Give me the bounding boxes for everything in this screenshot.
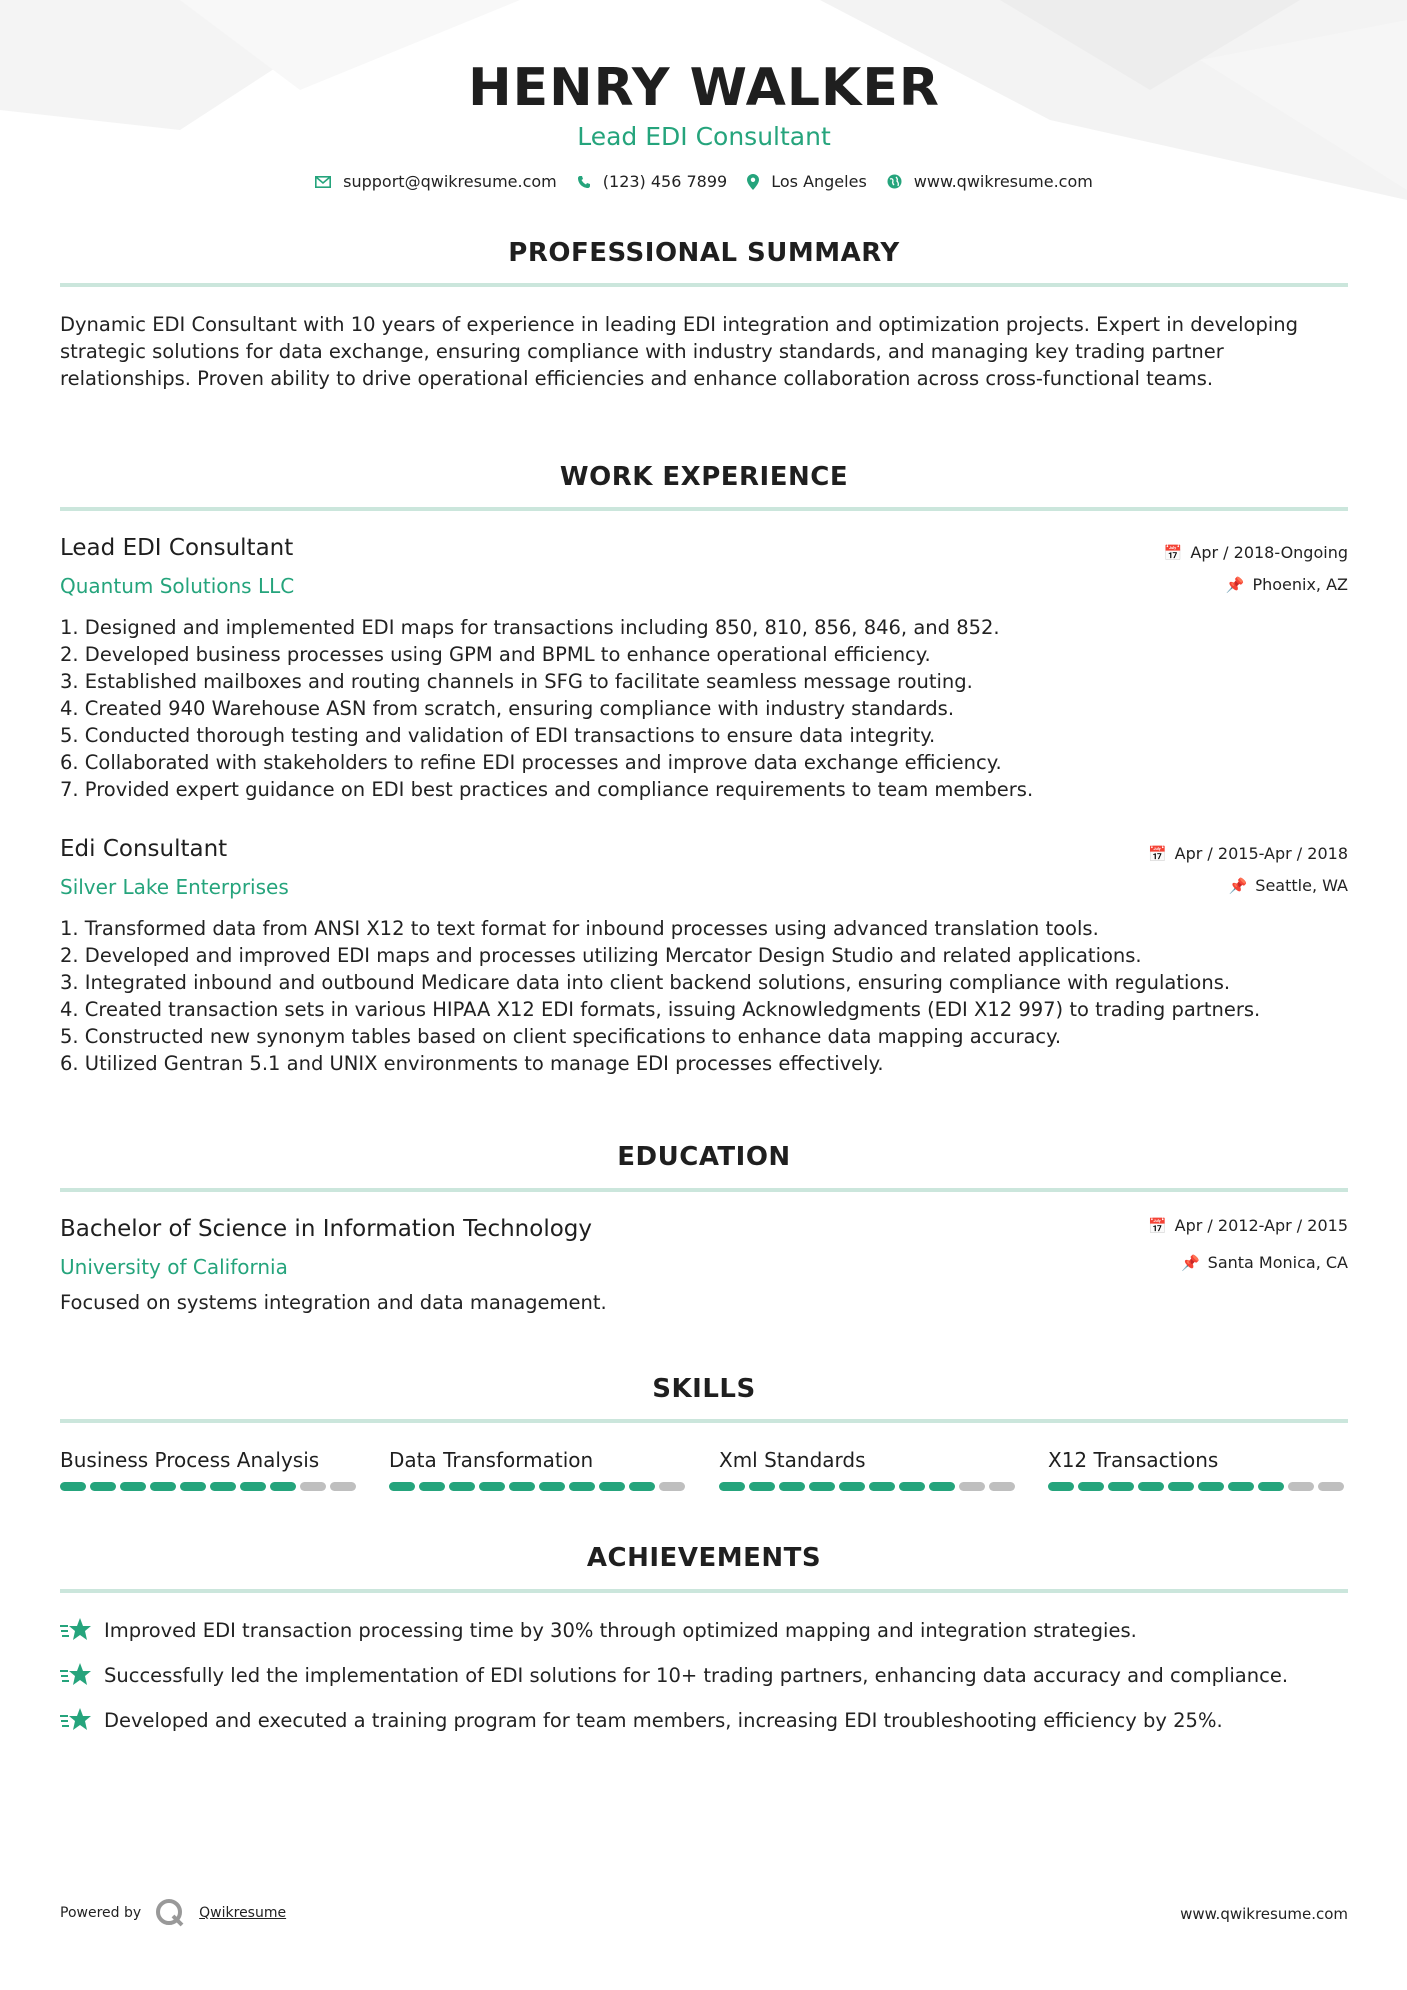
skill-dot-filled bbox=[1228, 1482, 1254, 1491]
skill-dot-filled bbox=[509, 1482, 535, 1491]
skills-heading: SKILLS bbox=[652, 1374, 756, 1404]
list-item: 4. Created 940 Warehouse ASN from scratch, ensuring compliance with industry standards. bbox=[60, 697, 955, 720]
job-company: Silver Lake Enterprises bbox=[60, 875, 289, 899]
skill-dot-filled bbox=[120, 1482, 146, 1491]
skill-dot-empty bbox=[659, 1482, 685, 1491]
candidate-name: HENRY WALKER bbox=[468, 58, 940, 118]
calendar-icon: 📅 bbox=[1163, 543, 1183, 562]
contact-phone[interactable]: (123) 456 7899 bbox=[602, 172, 728, 191]
list-item: 3. Integrated inbound and outbound Medicare data into client backend solutions, ensuring compliance with regulations. bbox=[60, 971, 1231, 994]
skill-dot-filled bbox=[599, 1482, 625, 1491]
list-item: 4. Created transaction sets in various HIPAA X12 EDI formats, issuing Acknowledgments (EDI X12 997) to trading partners. bbox=[60, 998, 1261, 1021]
brand-link[interactable]: Qwikresume bbox=[199, 1905, 287, 1921]
summary-heading: PROFESSIONAL SUMMARY bbox=[508, 238, 900, 268]
experience-heading: WORK EXPERIENCE bbox=[559, 462, 849, 492]
footer-website[interactable]: www.qwikresume.com bbox=[1180, 1905, 1348, 1923]
achievements-heading: ACHIEVEMENTS bbox=[586, 1543, 822, 1573]
job-dates bbox=[1164, 543, 1348, 562]
education-heading: EDUCATION bbox=[617, 1142, 791, 1172]
achievement-item bbox=[60, 1617, 1137, 1643]
skill-dot-filled bbox=[899, 1482, 925, 1491]
skill-dot-filled bbox=[240, 1482, 266, 1491]
calendar-icon: 📅 bbox=[1147, 844, 1167, 863]
skill-dot-filled bbox=[779, 1482, 805, 1491]
skill-dot-filled bbox=[539, 1482, 565, 1491]
skill-name: Xml Standards bbox=[719, 1448, 866, 1472]
skill-dot-filled bbox=[1048, 1482, 1074, 1491]
achievement-text: Developed and executed a training program for team members, increasing EDI troubleshooting efficiency by 25%. bbox=[104, 1708, 1223, 1732]
list-item: 1. Transformed data from ANSI X12 to text format for inbound processes using advanced translation tools. bbox=[60, 917, 1099, 940]
contact-website[interactable]: www.qwikresume.com bbox=[913, 172, 1093, 191]
job-location bbox=[1226, 575, 1348, 594]
calendar-icon: 📅 bbox=[1147, 1216, 1167, 1235]
job-bullets bbox=[60, 614, 1348, 803]
skill-meter bbox=[1048, 1482, 1348, 1491]
list-item: 6. Utilized Gentran 5.1 and UNIX environments to manage EDI processes effectively. bbox=[60, 1052, 884, 1075]
skill-item bbox=[1048, 1448, 1348, 1491]
degree-title: Bachelor of Science in Information Technology bbox=[60, 1216, 592, 1242]
skill-dot-filled bbox=[629, 1482, 655, 1491]
achievement-text: Successfully led the implementation of EDI solutions for 10+ trading partners, enhancing data accuracy and compliance. bbox=[104, 1663, 1289, 1687]
job-company: Quantum Solutions LLC bbox=[60, 574, 295, 598]
contact-email[interactable]: support@qwikresume.com bbox=[343, 172, 557, 191]
list-item: 2. Developed and improved EDI maps and processes utilizing Mercator Design Studio and related applications. bbox=[60, 944, 1142, 967]
skill-meter bbox=[389, 1482, 689, 1491]
job-dates-text: Apr / 2015-Apr / 2018 bbox=[1174, 844, 1348, 863]
job-dates bbox=[1148, 844, 1348, 863]
job-location-text: Seattle, WA bbox=[1255, 876, 1348, 895]
map-pin-icon bbox=[747, 174, 759, 190]
header-background-decoration bbox=[0, 0, 1407, 240]
skill-dot-filled bbox=[449, 1482, 475, 1491]
education-dates-text: Apr / 2012-Apr / 2015 bbox=[1174, 1216, 1348, 1235]
achievement-item bbox=[60, 1707, 1223, 1733]
education-location-text: Santa Monica, CA bbox=[1207, 1253, 1348, 1272]
qwikresume-logo-icon bbox=[155, 1898, 185, 1928]
skill-item bbox=[60, 1448, 360, 1491]
skill-meter bbox=[719, 1482, 1019, 1491]
school-name: University of California bbox=[60, 1255, 288, 1279]
skill-name: X12 Transactions bbox=[1048, 1448, 1219, 1472]
list-item: 1. Designed and implemented EDI maps for transactions including 850, 810, 856, 846, and 852. bbox=[60, 616, 1000, 639]
skill-dot-filled bbox=[1108, 1482, 1134, 1491]
skill-name: Data Transformation bbox=[389, 1448, 594, 1472]
skill-dot-empty bbox=[1318, 1482, 1344, 1491]
pushpin-icon: 📌 bbox=[1228, 876, 1248, 895]
pushpin-icon: 📌 bbox=[1225, 575, 1245, 594]
skill-dot-filled bbox=[929, 1482, 955, 1491]
skill-item bbox=[389, 1448, 689, 1491]
education-note: Focused on systems integration and data management. bbox=[60, 1291, 607, 1314]
skill-item bbox=[719, 1448, 1019, 1491]
footer-powered-by bbox=[60, 1898, 286, 1928]
list-item: 2. Developed business processes using GPM and BPML to enhance operational efficiency. bbox=[60, 643, 931, 666]
education-divider bbox=[60, 1188, 1348, 1192]
star-icon bbox=[60, 1617, 92, 1643]
job-title: Lead EDI Consultant bbox=[60, 535, 294, 561]
list-item: 7. Provided expert guidance on EDI best practices and compliance requirements to team members. bbox=[60, 778, 1034, 801]
skill-dot-filled bbox=[1138, 1482, 1164, 1491]
skill-dot-filled bbox=[419, 1482, 445, 1491]
list-item: 5. Conducted thorough testing and validation of EDI transactions to ensure data integrity. bbox=[60, 724, 936, 747]
summary-text: Dynamic EDI Consultant with 10 years of experience in leading EDI integration and optimization projects. Expert in developing strategic solutions for data exchange, ensuring compliance with industry standards, and managing key trading partner relationships. Proven ability to drive operational efficiencies and enhance collaboration across cross-functional teams. bbox=[60, 313, 1299, 390]
achievement-text: Improved EDI transaction processing time by 30% through optimized mapping and integration strategies. bbox=[104, 1618, 1137, 1642]
skill-dot-filled bbox=[569, 1482, 595, 1491]
summary-divider bbox=[60, 283, 1348, 287]
list-item: 3. Established mailboxes and routing channels in SFG to facilitate seamless message routing. bbox=[60, 670, 973, 693]
list-item: 6. Collaborated with stakeholders to refine EDI processes and improve data exchange efficiency. bbox=[60, 751, 1002, 774]
skill-dot-empty bbox=[989, 1482, 1015, 1491]
skill-dot-empty bbox=[300, 1482, 326, 1491]
skill-dot-filled bbox=[60, 1482, 86, 1491]
achievement-item bbox=[60, 1662, 1288, 1688]
skill-dot-empty bbox=[330, 1482, 356, 1491]
education-dates bbox=[1148, 1216, 1348, 1235]
powered-by-label: Powered by bbox=[60, 1905, 142, 1921]
skill-dot-filled bbox=[749, 1482, 775, 1491]
job-location-text: Phoenix, AZ bbox=[1252, 575, 1348, 594]
skills-divider bbox=[60, 1419, 1348, 1423]
pushpin-icon: 📌 bbox=[1180, 1253, 1200, 1272]
skill-dot-filled bbox=[270, 1482, 296, 1491]
candidate-role: Lead EDI Consultant bbox=[577, 122, 831, 151]
skill-dot-filled bbox=[180, 1482, 206, 1491]
education-location bbox=[1181, 1253, 1348, 1272]
skill-name: Business Process Analysis bbox=[60, 1448, 320, 1472]
skill-dot-filled bbox=[1258, 1482, 1284, 1491]
list-item: 5. Constructed new synonym tables based on client specifications to enhance data mapping accuracy. bbox=[60, 1025, 1062, 1048]
skill-meter bbox=[60, 1482, 360, 1491]
skill-dot-filled bbox=[869, 1482, 895, 1491]
skill-dot-filled bbox=[210, 1482, 236, 1491]
achievements-divider bbox=[60, 1589, 1348, 1593]
skill-dot-empty bbox=[959, 1482, 985, 1491]
skill-dot-filled bbox=[719, 1482, 745, 1491]
skill-dot-filled bbox=[479, 1482, 505, 1491]
contact-bar bbox=[60, 172, 1348, 191]
envelope-icon bbox=[315, 176, 331, 188]
job-dates-text: Apr / 2018-Ongoing bbox=[1190, 543, 1348, 562]
job-title: Edi Consultant bbox=[60, 836, 228, 862]
experience-divider bbox=[60, 507, 1348, 511]
star-icon bbox=[60, 1707, 92, 1733]
skill-dot-filled bbox=[809, 1482, 835, 1491]
skill-dot-filled bbox=[90, 1482, 116, 1491]
skill-dot-filled bbox=[839, 1482, 865, 1491]
job-bullets bbox=[60, 915, 1348, 1077]
star-icon bbox=[60, 1662, 92, 1688]
skill-dot-filled bbox=[1078, 1482, 1104, 1491]
skill-dot-filled bbox=[1198, 1482, 1224, 1491]
skill-dot-filled bbox=[150, 1482, 176, 1491]
skill-dot-filled bbox=[1168, 1482, 1194, 1491]
skill-dot-empty bbox=[1288, 1482, 1314, 1491]
skill-dot-filled bbox=[389, 1482, 415, 1491]
job-location bbox=[1229, 876, 1348, 895]
globe-icon bbox=[887, 174, 902, 189]
contact-location: Los Angeles bbox=[771, 172, 867, 191]
phone-icon bbox=[577, 175, 591, 189]
